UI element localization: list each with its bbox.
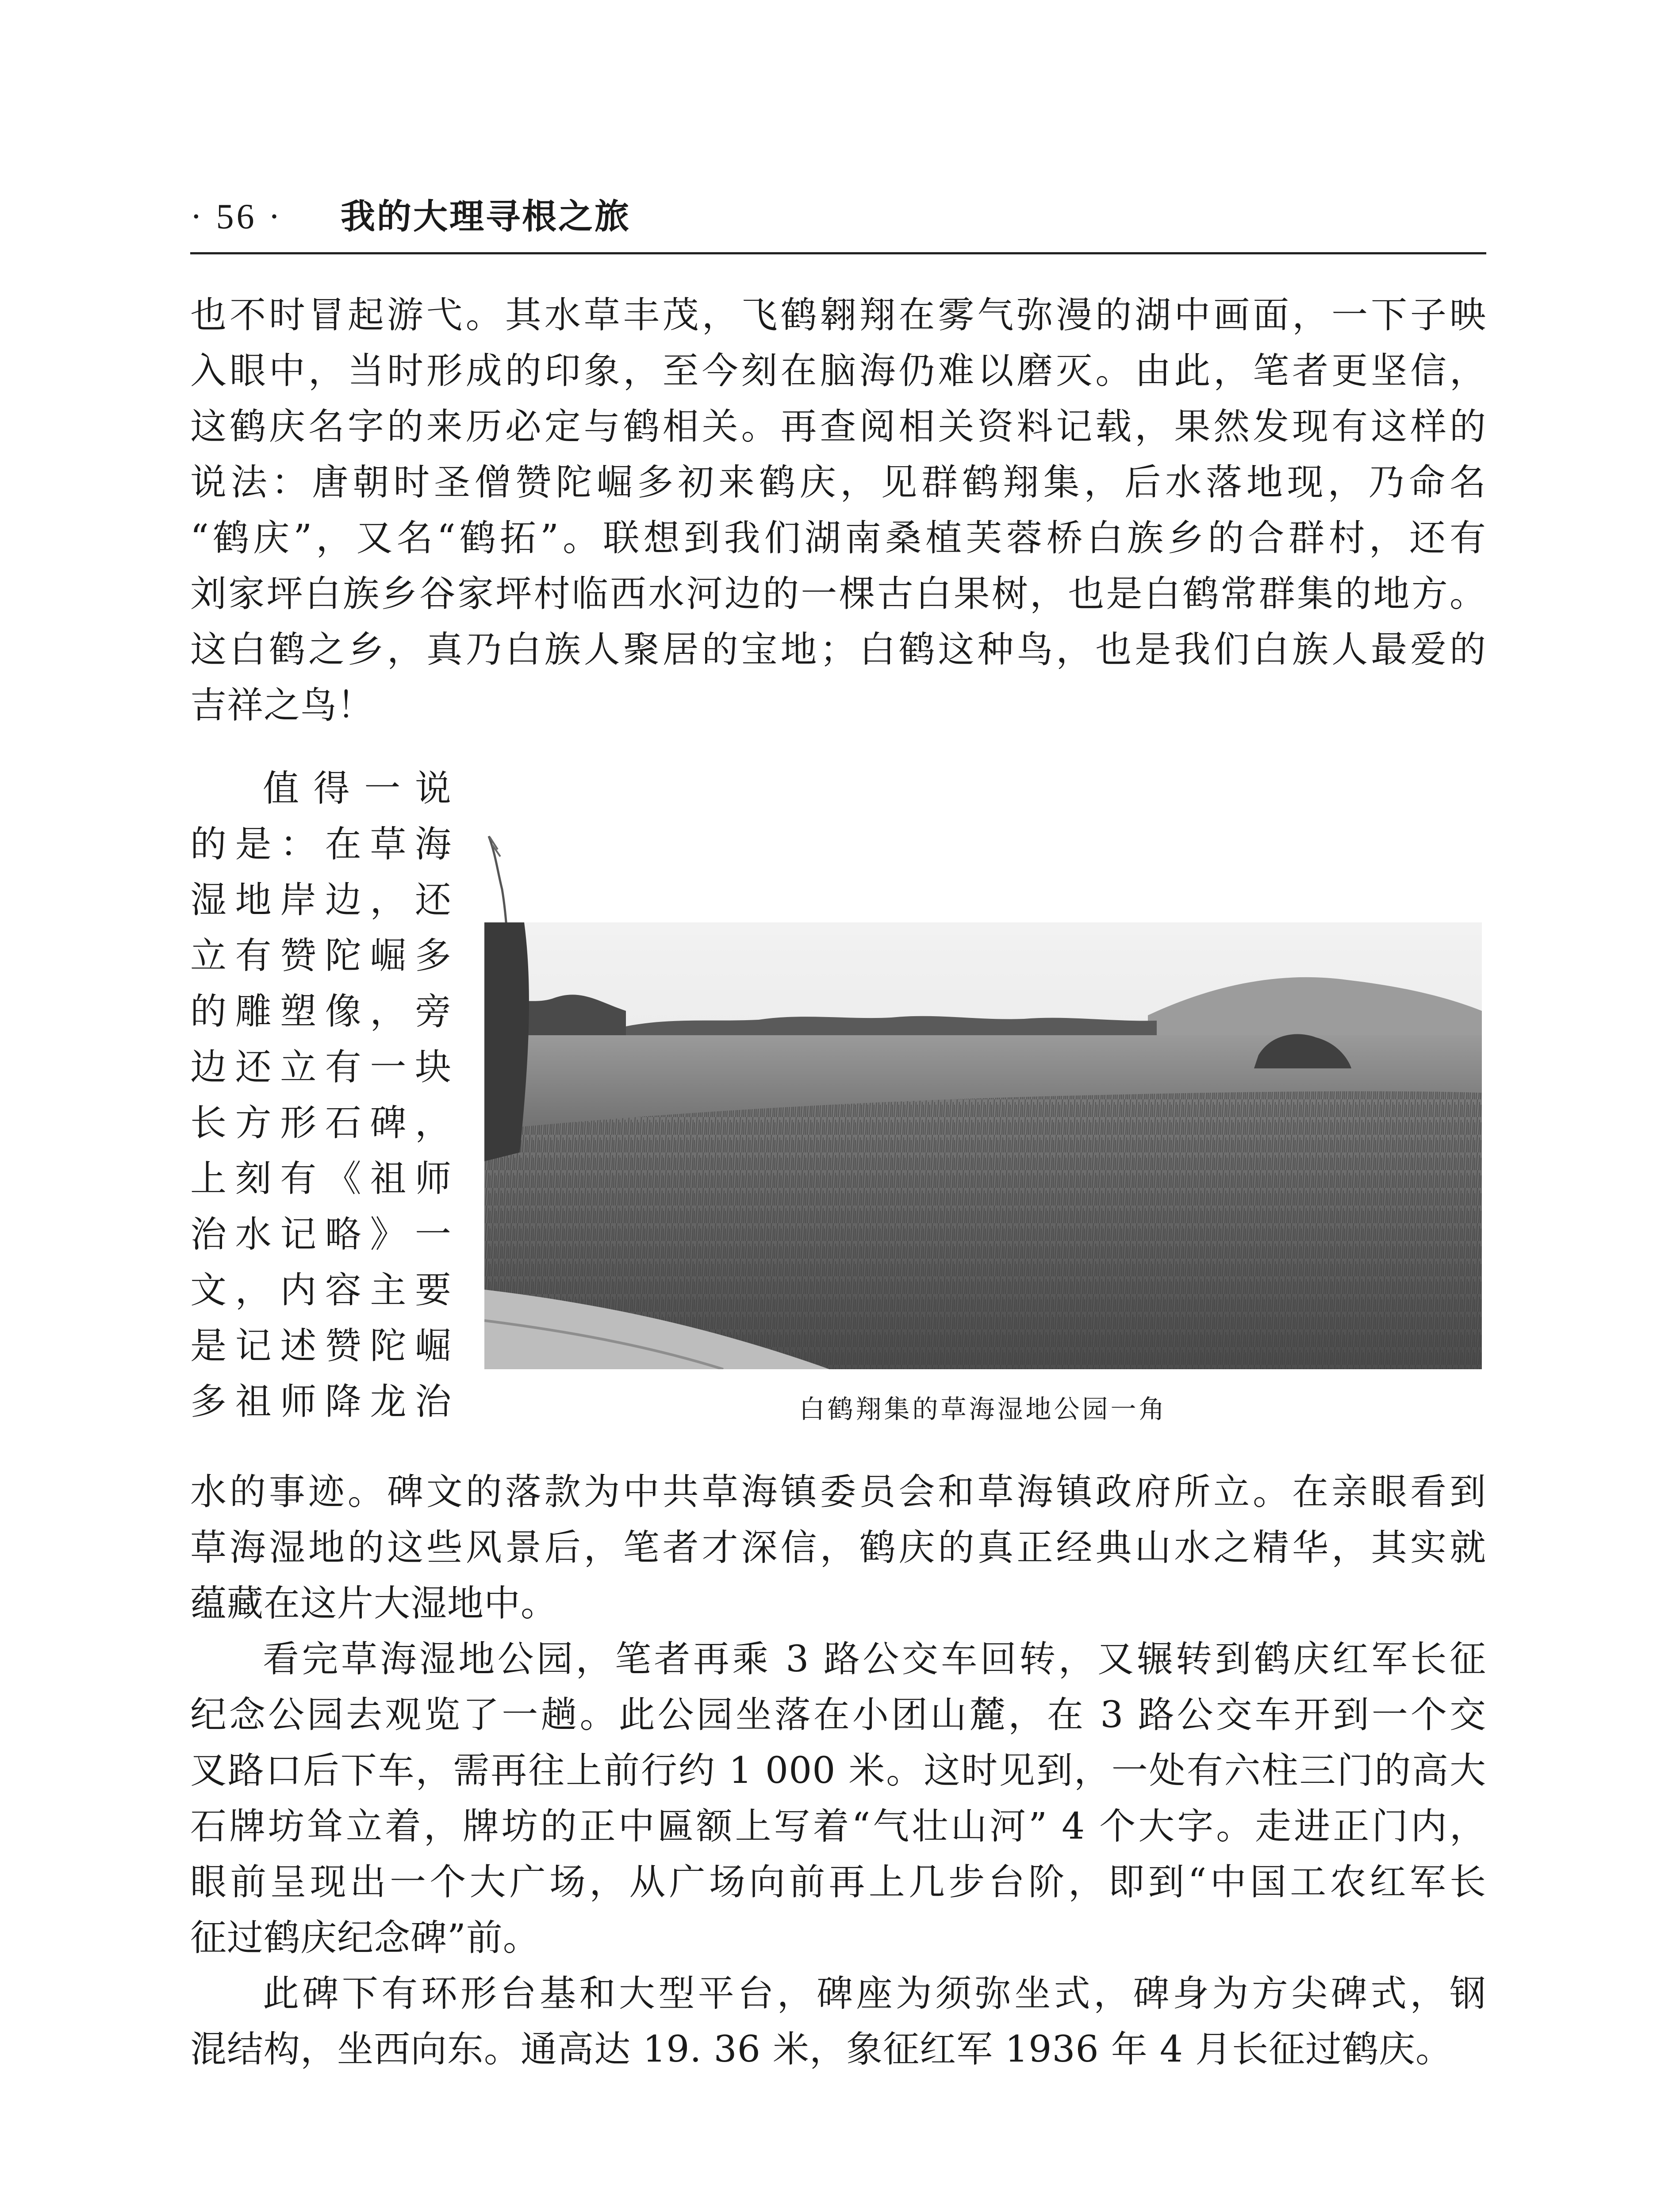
text-line: 征过鹤庆纪念碑”前。 xyxy=(190,1917,540,1959)
text-line: 上刻有《祖师 xyxy=(190,1158,451,1200)
text-line: 立有赞陀崛多 xyxy=(190,935,451,977)
text-line: 多祖师降龙治 xyxy=(190,1381,451,1423)
text-line: 水的事迹。碑文的落款为中共草海镇委员会和草海镇政府所立。在亲眼看到 xyxy=(190,1471,1486,1513)
text-line: 此碑下有环形台基和大型平台，碑座为须弥坐式，碑身为方尖碑式，钢 xyxy=(263,1973,1486,2015)
text-line: 眼前呈现出一个大广场，从广场向前再上几步台阶，即到“中国工农红军长 xyxy=(190,1861,1486,1903)
text-line: 叉路口后下车，需再往上前行约 1 000 米。这时见到，一处有六柱三门的高大 xyxy=(190,1750,1486,1792)
text-line: 石牌坊耸立着，牌坊的正中匾额上写着“气壮山河” 4 个大字。走进正门内， xyxy=(190,1805,1486,1847)
text-line: 这白鹤之乡，真乃白族人聚居的宝地；白鹤这种鸟，也是我们白族人最爱的 xyxy=(190,629,1486,671)
paragraph-2-side-column xyxy=(190,761,451,1430)
wetland-photo-image xyxy=(484,922,1482,1369)
page-number: · 56 · xyxy=(190,197,283,236)
text-line: 蕴藏在这片大湿地中。 xyxy=(190,1582,558,1624)
figure-caption: 白鹤翔集的草海湿地公园一角 xyxy=(799,1394,1167,1424)
text-line: 文，内容主要 xyxy=(190,1269,451,1311)
text-line: 长方形石碑， xyxy=(190,1102,451,1144)
text-line: “鹤庆”，又名“鹤拓”。联想到我们湖南桑植芙蓉桥白族乡的合群村，还有 xyxy=(190,517,1486,559)
text-line: 治水记略》一 xyxy=(190,1214,451,1256)
foreground-tree xyxy=(484,922,529,1161)
text-line: 说法：唐朝时圣僧赞陀崛多初来鹤庆，见群鹤翔集，后水落地现，乃命名 xyxy=(190,461,1486,503)
text-line: 值得一说 xyxy=(263,768,451,810)
text-line: 的是：在草海 xyxy=(190,823,451,865)
body-text-lower xyxy=(190,1464,1486,2078)
text-line: 湿地岸边，还 xyxy=(190,879,451,921)
text-line: 这鹤庆名字的来历必定与鹤相关。再查阅相关资料记载，果然发现有这样的 xyxy=(190,406,1486,448)
text-line: 刘家坪白族乡谷家坪村临西水河边的一棵古白果树，也是白鹤常群集的地方。 xyxy=(190,573,1486,615)
text-line: 的雕塑像，旁 xyxy=(190,991,451,1033)
paragraph-1 xyxy=(190,288,1486,733)
text-line: 是记述赞陀崛 xyxy=(190,1325,451,1367)
text-line: 也不时冒起游弋。其水草丰茂，飞鹤翱翔在雾气弥漫的湖中画面，一下子映 xyxy=(190,294,1486,336)
text-line: 看完草海湿地公园，笔者再乘 3 路公交车回转，又辗转到鹤庆红军长征 xyxy=(263,1638,1486,1680)
text-line: 混结构，坐西向东。通高达 19. 36 米，象征红军 1936 年 4 月长征过鹤庆。 xyxy=(190,2028,1453,2070)
text-line: 草海湿地的这些风景后，笔者才深信，鹤庆的真正经典山水之精华，其实就 xyxy=(190,1527,1486,1569)
text-line: 纪念公园去观览了一趟。此公园坐落在小团山麓，在 3 路公交车开到一个交 xyxy=(190,1694,1486,1736)
leaf-stroke-decoration xyxy=(484,832,511,929)
wetland-photo xyxy=(484,922,1482,1369)
text-line: 吉祥之鸟！ xyxy=(190,684,374,726)
book-title: 我的大理寻根之旅 xyxy=(341,197,631,237)
running-header xyxy=(190,186,1486,254)
text-line: 入眼中，当时形成的印象，至今刻在脑海仍难以磨灭。由此，笔者更坚信， xyxy=(190,350,1486,392)
text-line: 边还立有一块 xyxy=(190,1046,451,1088)
